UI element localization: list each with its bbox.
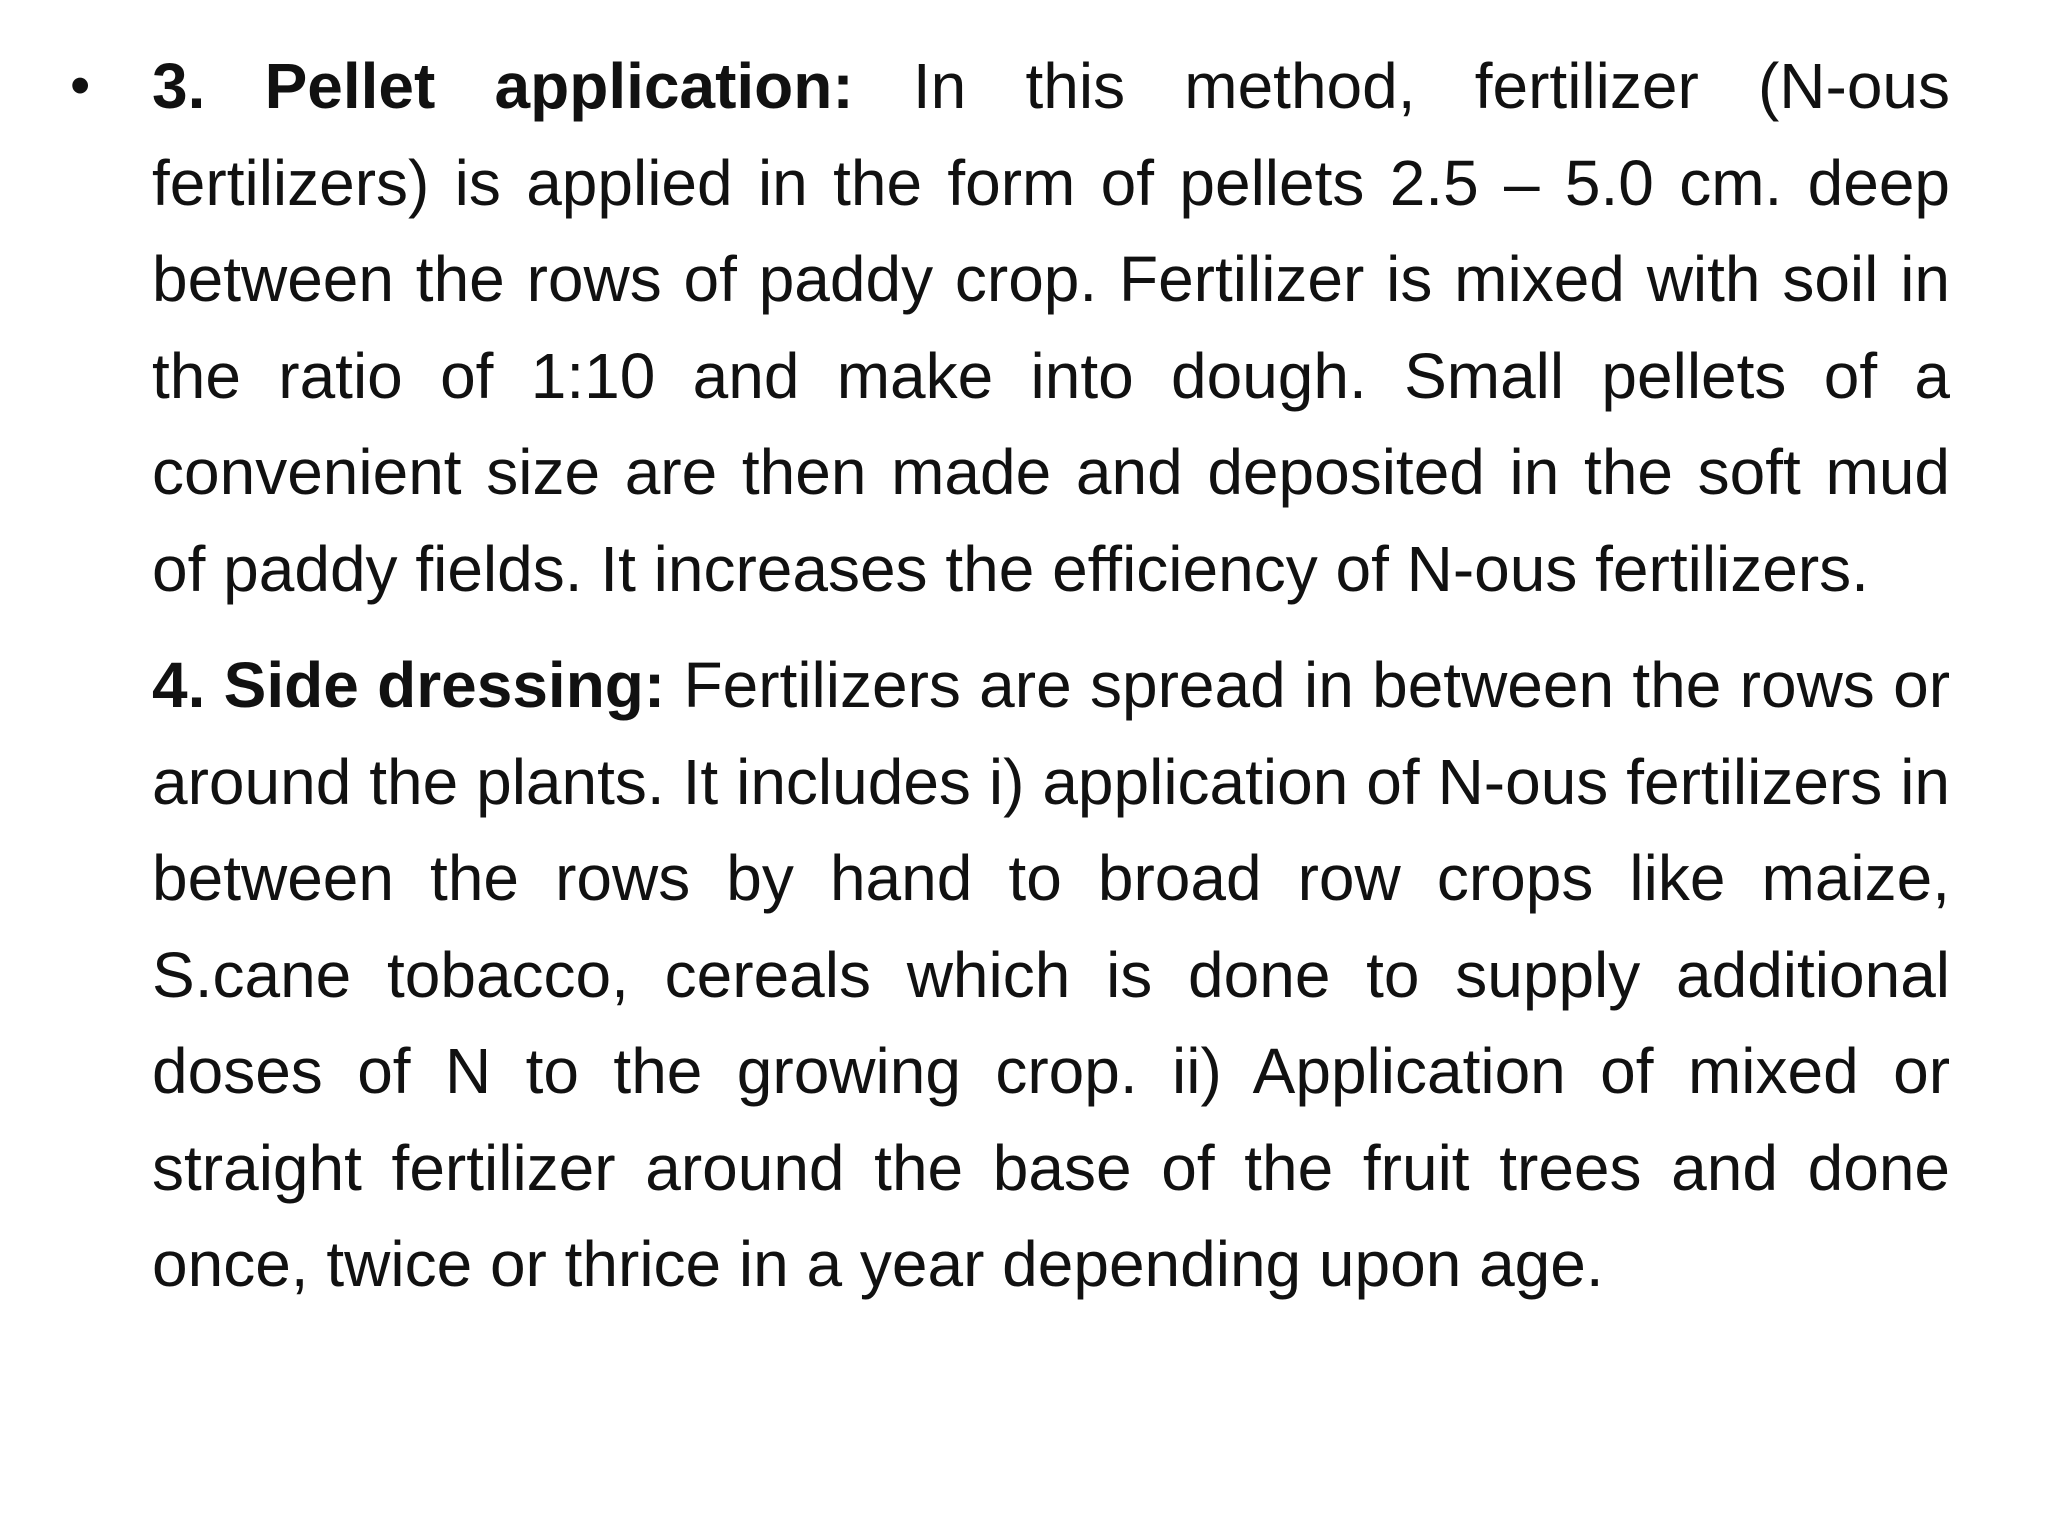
section-body-side-dressing: Fertilizers are spread in between the rows or around the plants. It includes i) application of N-ous fertilizers in between the rows by hand to broad row crops like maize, S.cane tobacco, cereals which is done to supply additional doses of N to the growing crop. ii) Application of mixed or straight fertilizer around the base of the fruit trees and done once, twice or thrice in a year depending upon age. (152, 649, 1951, 1300)
section-body-pellet-application: In this method, fertilizer (N-ous fertilizers) is applied in the form of pellets 2.5 – 5.0 cm. deep between the rows of paddy crop. Fertilizer is mixed with soil in the ratio of 1:10 and make into dough. Small pellets of a convenient size are then made and deposited in the soft mud of paddy fields. It increases the efficiency of N-ous fertilizers. (152, 50, 1951, 605)
bullet-dot-icon: • (70, 53, 91, 118)
bullet-item (70, 38, 1950, 1313)
section-heading-side-dressing: 4. Side dressing: (152, 649, 666, 721)
paragraph-side-dressing (152, 637, 1950, 1313)
bullet-list (70, 38, 1950, 1313)
paragraph-pellet-application (152, 38, 1950, 617)
section-heading-pellet-application: 3. Pellet application: (152, 50, 854, 122)
